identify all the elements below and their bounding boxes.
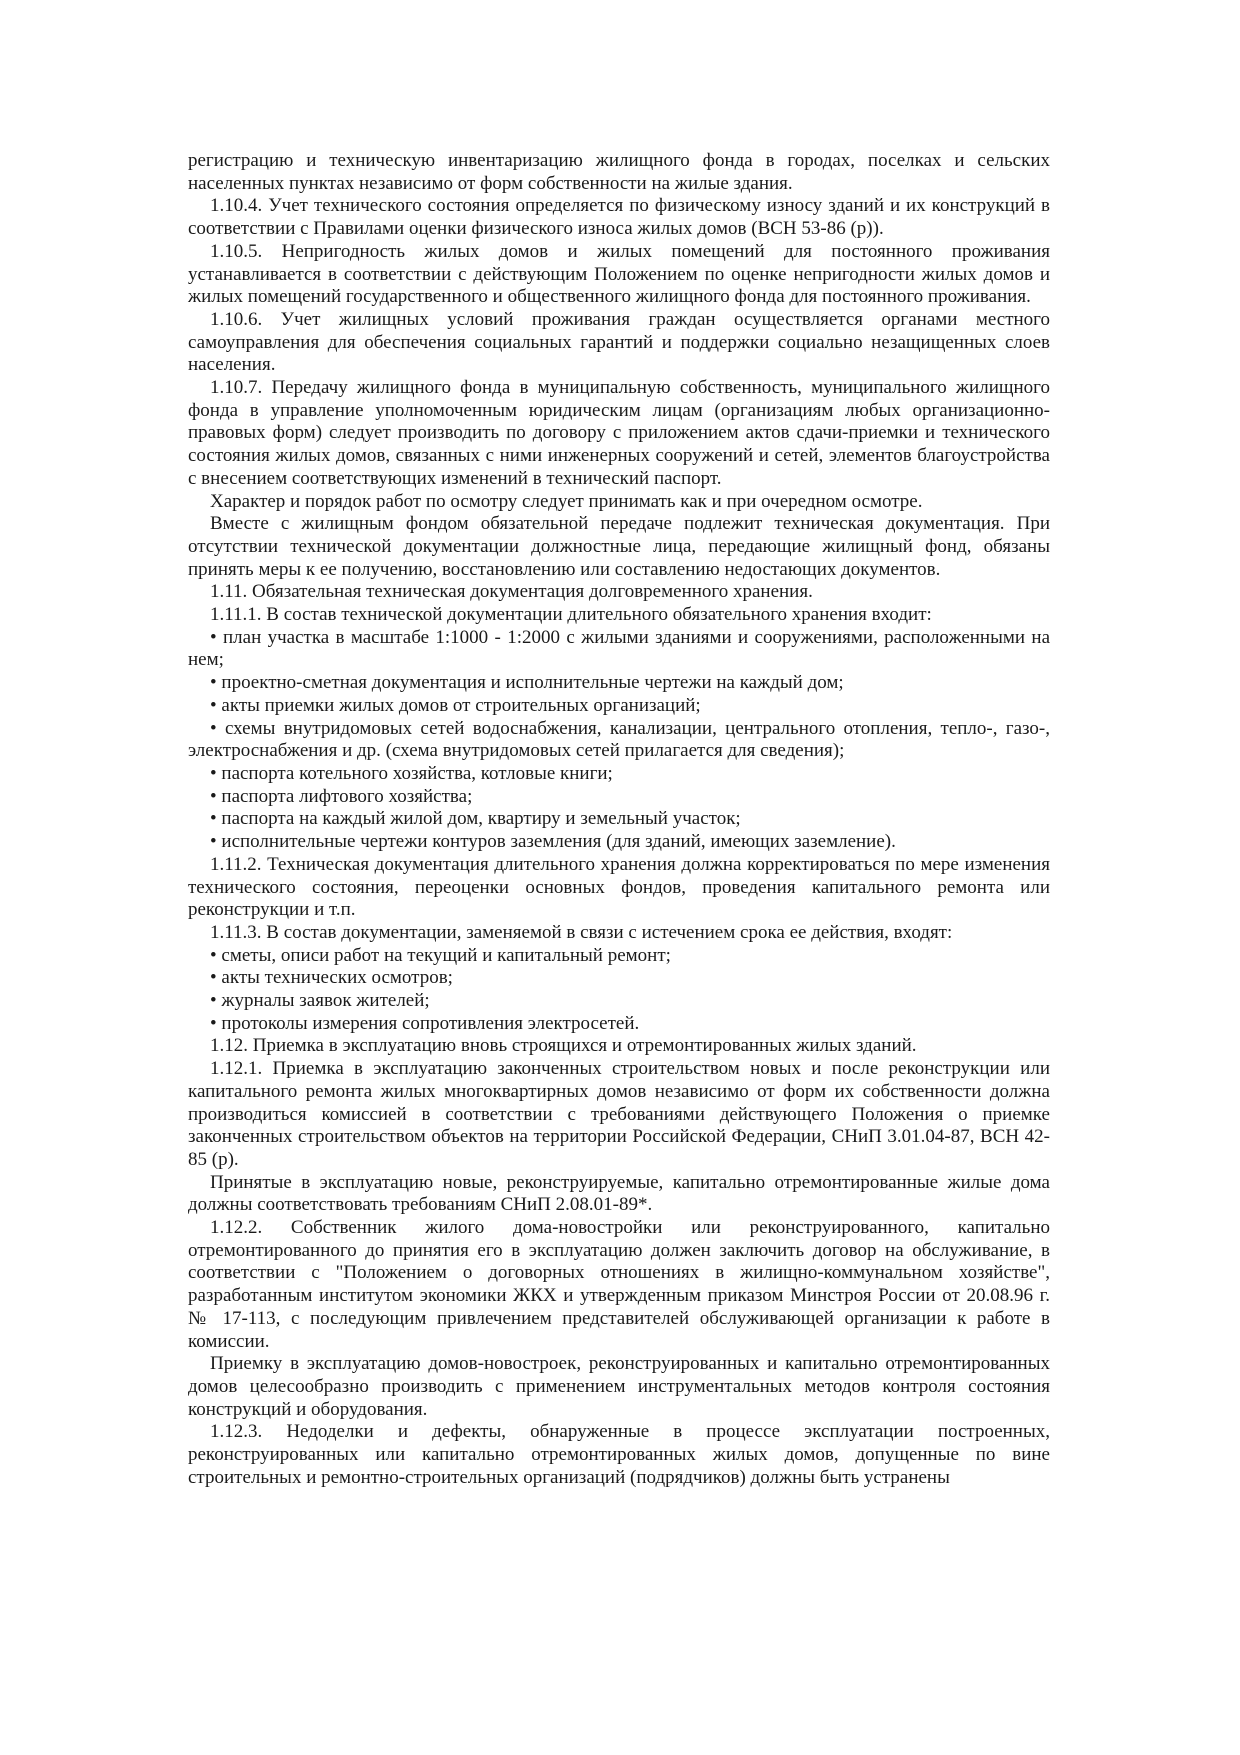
paragraph-1-11-3: 1.11.3. В состав документации, заменяемой в связи с истечением срока ее действия, входят: (210, 921, 953, 943)
paragraph-1-10-6: 1.10.6. Учет жилищных условий проживания граждан осуществляется органами местного самоуправления для обеспечения социальных гарантий и поддержки социально незащищенных слоев населения. (188, 308, 1050, 376)
paragraph-1-11-2: 1.11.2. Техническая документация длительного хранения должна корректироваться по мере изменения технического состояния, переоценки основных фондов, проведения капитального ремонта или реконструкции и т.п. (188, 853, 1050, 921)
list-item: • паспорта котельного хозяйства, котловые книги; (210, 762, 613, 784)
paragraph-1-11-1: 1.11.1. В состав технической документации длительного обязательного хранения входит: (210, 604, 932, 626)
list-item: • акты технических осмотров; (210, 967, 453, 989)
document-page (188, 150, 1050, 1489)
list-item: • исполнительные чертежи контуров заземления (для зданий, имеющих заземление). (210, 831, 896, 853)
list-item: • журналы заявок жителей; (210, 990, 430, 1012)
paragraph-inspection-character: Характер и порядок работ по осмотру следует принимать как и при очередном осмотре. (210, 490, 923, 512)
paragraph-1-10-7: 1.10.7. Передачу жилищного фонда в муниципальную собственность, муниципального жилищного фонда в управление уполномоченным юридическим лицам (организациям любых организационно-правовых форм) следует производить по договору с приложением актов сдачи-приемки и технического состояния жилых домов, связанных с ними инженерных сооружений и сетей, элементов благоустройства с внесением соответствующих изменений в технический паспорт. (188, 377, 1050, 489)
paragraph-1-12-1: 1.12.1. Приемка в эксплуатацию законченных строительством новых и после реконструкции или капитального ремонта жилых многоквартирных домов независимо от форм их собственности должна производиться комиссией в соответствии с требованиями действующего Положения о приемке законченных строительством объектов на территории Российской Федерации, СНиП 3.01.04-87, ВСН 42-85 (р). (188, 1058, 1050, 1170)
list-item: • протоколы измерения сопротивления электросетей. (210, 1012, 640, 1034)
list-item: • паспорта лифтового хозяйства; (210, 785, 473, 807)
paragraph-1: регистрацию и техническую инвентаризацию жилищного фонда в городах, поселках и сельских населенных пунктах независимо от форм собственности на жилые здания. (188, 150, 1050, 194)
section-heading-1-11: 1.11. Обязательная техническая документация долговременного хранения. (210, 581, 813, 603)
list-item: • акты приемки жилых домов от строительных организаций; (210, 694, 701, 716)
paragraph-1-12-2: 1.12.2. Собственник жилого дома-новостройки или реконструированного, капитально отремонтированного до принятия его в эксплуатацию должен заключить договор на обслуживание, в соответствии с "Положением о договорных отношениях в жилищно-коммунальном хозяйстве", разработанным институтом экономики ЖКХ и утвержденным приказом Минстроя России от 20.08.96 г. № 17-113, с последующим привлечением представителей обслуживающей организации к работе в комиссии. (188, 1217, 1050, 1352)
list-item: • паспорта на каждый жилой дом, квартиру и земельный участок; (210, 808, 741, 830)
paragraph-1-12-3: 1.12.3. Недоделки и дефекты, обнаруженные в процессе эксплуатации построенных, реконструированных или капитально отремонтированных жилых домов, допущенные по вине строительных и ремонтно-строительных организаций (подрядчиков) должны быть устранены (188, 1421, 1050, 1488)
list-item: • план участка в масштабе 1:1000 - 1:2000 с жилыми зданиями и сооружениями, расположенными на нем; (188, 626, 1050, 671)
paragraph-accepted-buildings: Принятые в эксплуатацию новые, реконструируемые, капитально отремонтированные жилые дома должны соответствовать требованиям СНиП 2.08.01-89*. (188, 1171, 1050, 1216)
paragraph-documentation-transfer: Вместе с жилищным фондом обязательной передаче подлежит техническая документация. При отсутствии технической документации должностные лица, передающие жилищный фонд, обязаны принять меры к ее получению, восстановлению или составлению недостающих документов. (188, 513, 1050, 580)
paragraph-1-10-5: 1.10.5. Непригодность жилых домов и жилых помещений для постоянного проживания устанавливается в соответствии с действующим Положением по оценке непригодности жилых домов и жилых помещений государственного и общественного жилищного фонда для постоянного проживания. (188, 240, 1050, 308)
list-item: • схемы внутридомовых сетей водоснабжения, канализации, центрального отопления, тепло-, газо-, электроснабжения и др. (схема внутридомовых сетей прилагается для сведения); (188, 717, 1050, 762)
list-item: • проектно-сметная документация и исполнительные чертежи на каждый дом; (210, 672, 844, 694)
section-heading-1-12: 1.12. Приемка в эксплуатацию вновь строящихся и отремонтированных жилых зданий. (210, 1035, 917, 1057)
paragraph-acceptance-methods: Приемку в эксплуатацию домов-новостроек, реконструированных и капитально отремонтированных домов целесообразно производить с применением инструментальных методов контроля состояния конструкций и оборудования. (188, 1353, 1050, 1420)
paragraph-1-10-4: 1.10.4. Учет технического состояния определяется по физическому износу зданий и их конструкций в соответствии с Правилами оценки физического износа жилых домов (ВСН 53-86 (р)). (188, 195, 1050, 240)
list-item: • сметы, описи работ на текущий и капитальный ремонт; (210, 944, 671, 966)
